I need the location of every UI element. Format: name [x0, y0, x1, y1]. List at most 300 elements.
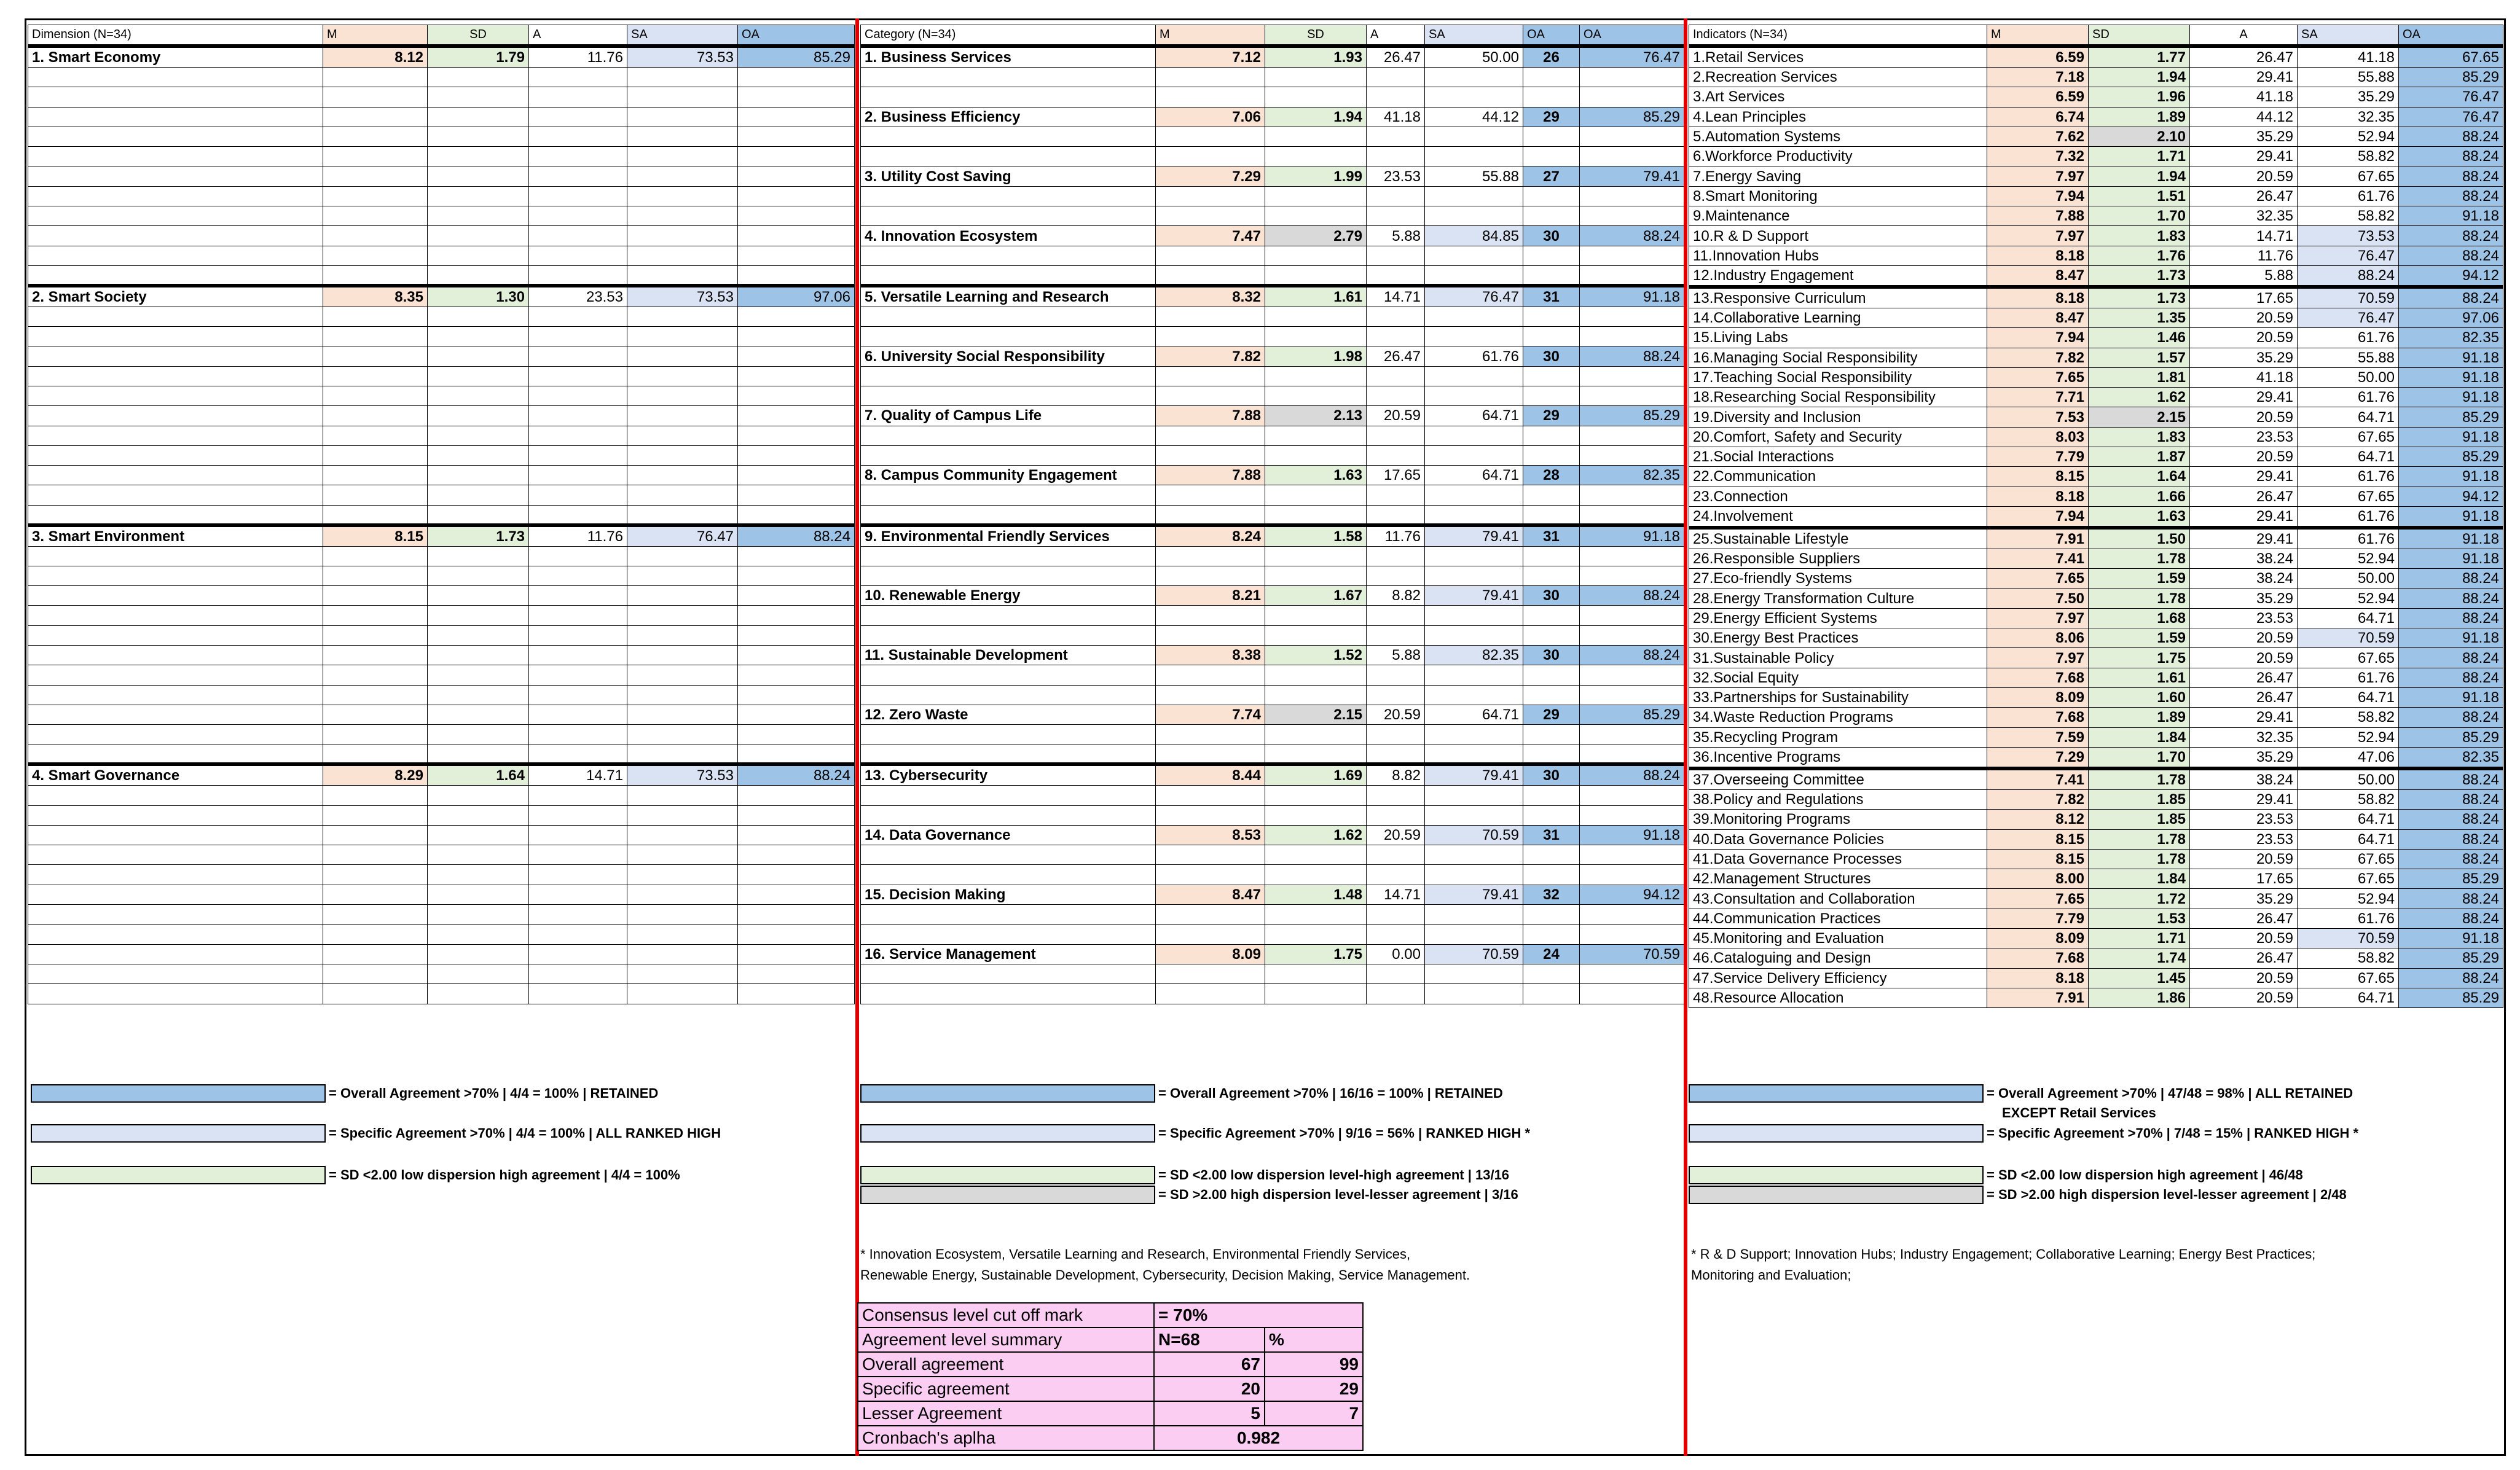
indicator-agree: 26.47	[2190, 487, 2298, 506]
indicator-strong-agree: 52.94	[2298, 727, 2399, 747]
empty-cell	[529, 466, 627, 485]
dimension-agree: 11.76	[529, 525, 627, 547]
table-row	[1689, 265, 2503, 287]
empty-cell	[1425, 865, 1523, 885]
empty-cell	[861, 426, 1156, 445]
col-header-a: A	[2190, 25, 2298, 47]
empty-cell	[1265, 685, 1367, 705]
empty-cell	[1523, 685, 1580, 705]
indicator-mean: 7.32	[1987, 147, 2089, 166]
indicator-sd: 1.59	[2089, 628, 2190, 648]
table-row	[1689, 206, 2503, 226]
table-row	[861, 845, 1684, 865]
footnote-indicator-line-2: Monitoring and Evaluation;	[1691, 1267, 1851, 1283]
empty-cell	[738, 685, 855, 705]
indicator-sd: 1.70	[2089, 206, 2190, 226]
empty-cell	[1580, 964, 1684, 983]
indicator-mean: 7.94	[1987, 506, 2089, 528]
empty-cell	[428, 745, 529, 764]
category-name: 7. Quality of Campus Life	[861, 406, 1156, 426]
empty-cell	[861, 984, 1156, 1004]
empty-cell	[28, 566, 323, 585]
empty-cell	[1580, 246, 1684, 265]
empty-cell	[1156, 745, 1265, 764]
indicator-agree: 38.24	[2190, 768, 2298, 790]
table-row	[28, 426, 855, 445]
category-mean: 7.47	[1156, 226, 1265, 246]
empty-cell	[1523, 366, 1580, 386]
empty-cell	[428, 725, 529, 745]
indicator-name: 14.Collaborative Learning	[1689, 308, 1987, 327]
dimension-mean: 8.29	[323, 764, 428, 786]
empty-cell	[323, 805, 428, 825]
category-mean: 7.88	[1156, 406, 1265, 426]
category-strong-agree: 50.00	[1425, 46, 1523, 68]
empty-cell	[428, 606, 529, 625]
empty-cell	[1425, 625, 1523, 645]
empty-cell	[738, 944, 855, 964]
legend-ind-sd-high: = SD >2.00 high dispersion level-lesser agreement | 2/48	[1987, 1187, 2347, 1202]
category-overall-count: 29	[1523, 705, 1580, 724]
category-agree: 8.82	[1367, 764, 1425, 786]
empty-cell	[1156, 485, 1265, 505]
category-name: 9. Environmental Friendly Services	[861, 525, 1156, 547]
table-row	[28, 68, 855, 87]
empty-cell	[1580, 845, 1684, 865]
empty-cell	[28, 68, 323, 87]
table-row	[28, 905, 855, 925]
empty-cell	[1156, 505, 1265, 525]
empty-cell	[529, 606, 627, 625]
empty-cell	[529, 586, 627, 606]
indicator-strong-agree: 67.65	[2298, 869, 2399, 889]
indicator-mean: 8.18	[1987, 287, 2089, 308]
category-name: 12. Zero Waste	[861, 705, 1156, 724]
indicator-agree: 38.24	[2190, 549, 2298, 568]
indicator-name: 9.Maintenance	[1689, 206, 1987, 226]
empty-cell	[627, 445, 738, 465]
category-overall-agree: 76.47	[1580, 46, 1684, 68]
empty-cell	[1425, 505, 1523, 525]
col-header-m: M	[1156, 25, 1265, 47]
indicator-overall-agree: 91.18	[2399, 388, 2503, 407]
indicator-mean: 7.79	[1987, 909, 2089, 928]
empty-cell	[861, 246, 1156, 265]
empty-cell	[1580, 426, 1684, 445]
table-row	[28, 206, 855, 226]
empty-cell	[323, 786, 428, 805]
table-row	[1689, 829, 2503, 849]
indicator-agree: 5.88	[2190, 265, 2298, 287]
col-header-a: A	[1367, 25, 1425, 47]
category-sd: 1.58	[1265, 525, 1367, 547]
empty-cell	[1265, 725, 1367, 745]
indicator-overall-agree: 82.35	[2399, 747, 2503, 768]
empty-cell	[1367, 865, 1425, 885]
empty-cell	[1580, 485, 1684, 505]
indicator-overall-agree: 91.18	[2399, 528, 2503, 549]
indicator-sd: 1.60	[2089, 688, 2190, 708]
indicator-strong-agree: 76.47	[2298, 246, 2399, 265]
indicator-sd: 2.15	[2089, 407, 2190, 427]
indicator-strong-agree: 67.65	[2298, 968, 2399, 988]
empty-cell	[428, 665, 529, 685]
empty-cell	[861, 206, 1156, 226]
legend-swatch-sd-low	[860, 1166, 1155, 1184]
empty-cell	[738, 845, 855, 865]
empty-cell	[1156, 327, 1265, 346]
indicator-mean: 7.97	[1987, 226, 2089, 246]
empty-cell	[627, 786, 738, 805]
table-row	[28, 546, 855, 566]
empty-cell	[28, 725, 323, 745]
category-agree: 23.53	[1367, 166, 1425, 186]
empty-cell	[738, 445, 855, 465]
indicator-strong-agree: 64.71	[2298, 608, 2399, 628]
empty-cell	[323, 505, 428, 525]
empty-cell	[428, 865, 529, 885]
empty-cell	[323, 944, 428, 964]
indicator-overall-agree: 88.24	[2399, 147, 2503, 166]
empty-cell	[1523, 327, 1580, 346]
empty-cell	[1523, 127, 1580, 146]
empty-cell	[428, 386, 529, 405]
empty-cell	[1580, 307, 1684, 326]
category-mean: 8.53	[1156, 825, 1265, 845]
empty-cell	[738, 466, 855, 485]
empty-cell	[627, 606, 738, 625]
empty-cell	[529, 166, 627, 186]
empty-cell	[1265, 186, 1367, 206]
table-row	[861, 665, 1684, 685]
empty-cell	[428, 646, 529, 665]
indicator-agree: 17.65	[2190, 287, 2298, 308]
empty-cell	[738, 925, 855, 944]
table-row	[861, 445, 1684, 465]
indicator-agree: 26.47	[2190, 909, 2298, 928]
indicator-name: 11.Innovation Hubs	[1689, 246, 1987, 265]
category-agree: 11.76	[1367, 525, 1425, 547]
indicator-strong-agree: 58.82	[2298, 708, 2399, 727]
table-row	[1689, 388, 2503, 407]
empty-cell	[1425, 327, 1523, 346]
empty-cell	[861, 265, 1156, 285]
category-overall-count: 24	[1523, 944, 1580, 964]
indicator-sd: 1.89	[2089, 107, 2190, 127]
empty-cell	[1425, 964, 1523, 983]
empty-cell	[1425, 445, 1523, 465]
empty-cell	[627, 546, 738, 566]
empty-cell	[323, 107, 428, 127]
empty-cell	[1523, 865, 1580, 885]
empty-cell	[1156, 725, 1265, 745]
table-header-row	[861, 25, 1684, 47]
empty-cell	[738, 825, 855, 845]
empty-cell	[1580, 147, 1684, 166]
col-header-indicators: Indicators (N=34)	[1689, 25, 1987, 47]
summary-percent: 99	[1265, 1352, 1363, 1377]
category-strong-agree: 64.71	[1425, 406, 1523, 426]
category-agree: 5.88	[1367, 226, 1425, 246]
category-overall-count: 31	[1523, 825, 1580, 845]
empty-cell	[529, 925, 627, 944]
indicator-agree: 23.53	[2190, 829, 2298, 849]
empty-cell	[323, 845, 428, 865]
indicator-name: 4.Lean Principles	[1689, 107, 1987, 127]
category-agree: 20.59	[1367, 825, 1425, 845]
empty-cell	[627, 346, 738, 366]
indicator-overall-agree: 91.18	[2399, 348, 2503, 367]
indicator-agree: 35.29	[2190, 889, 2298, 909]
category-sd: 1.63	[1265, 466, 1367, 485]
col-header-oa: OA	[2399, 25, 2503, 47]
empty-cell	[861, 625, 1156, 645]
empty-cell	[428, 964, 529, 983]
indicator-overall-agree: 88.24	[2399, 569, 2503, 588]
empty-cell	[323, 346, 428, 366]
empty-cell	[28, 246, 323, 265]
table-row	[1689, 467, 2503, 487]
indicator-name: 30.Energy Best Practices	[1689, 628, 1987, 648]
indicator-sd: 1.87	[2089, 447, 2190, 467]
category-sd: 1.69	[1265, 764, 1367, 786]
empty-cell	[738, 68, 855, 87]
indicator-strong-agree: 61.76	[2298, 506, 2399, 528]
category-overall-count: 30	[1523, 764, 1580, 786]
empty-cell	[1265, 786, 1367, 805]
indicator-agree: 35.29	[2190, 127, 2298, 146]
empty-cell	[428, 685, 529, 705]
empty-cell	[627, 426, 738, 445]
indicator-overall-agree: 97.06	[2399, 308, 2503, 327]
empty-cell	[529, 984, 627, 1004]
dimension-strong-agree: 73.53	[627, 764, 738, 786]
empty-cell	[1425, 925, 1523, 944]
table-row	[861, 346, 1684, 366]
category-overall-agree: 70.59	[1580, 944, 1684, 964]
dimension-sd: 1.64	[428, 764, 529, 786]
empty-cell	[28, 845, 323, 865]
empty-cell	[529, 646, 627, 665]
empty-cell	[1523, 445, 1580, 465]
empty-cell	[1523, 786, 1580, 805]
indicator-mean: 7.82	[1987, 789, 2089, 809]
category-agree: 41.18	[1367, 107, 1425, 127]
category-overall-agree: 88.24	[1580, 226, 1684, 246]
indicator-overall-agree: 88.24	[2399, 588, 2503, 608]
indicator-overall-agree: 88.24	[2399, 789, 2503, 809]
empty-cell	[1425, 905, 1523, 925]
indicator-strong-agree: 61.76	[2298, 328, 2399, 348]
indicator-name: 20.Comfort, Safety and Security	[1689, 427, 1987, 447]
empty-cell	[1367, 445, 1425, 465]
empty-cell	[1156, 566, 1265, 585]
table-row	[861, 646, 1684, 665]
indicator-strong-agree: 58.82	[2298, 948, 2399, 968]
empty-cell	[323, 646, 428, 665]
table-row	[28, 87, 855, 107]
indicator-name: 44.Communication Practices	[1689, 909, 1987, 928]
indicator-strong-agree: 52.94	[2298, 889, 2399, 909]
category-sd: 1.62	[1265, 825, 1367, 845]
indicator-name: 27.Eco-friendly Systems	[1689, 569, 1987, 588]
category-sd: 2.79	[1265, 226, 1367, 246]
empty-cell	[1265, 984, 1367, 1004]
indicator-strong-agree: 61.76	[2298, 388, 2399, 407]
empty-cell	[1367, 905, 1425, 925]
indicator-agree: 41.18	[2190, 367, 2298, 387]
table-row	[1689, 528, 2503, 549]
empty-cell	[627, 366, 738, 386]
category-sd: 1.99	[1265, 166, 1367, 186]
empty-cell	[323, 206, 428, 226]
indicator-strong-agree: 73.53	[2298, 226, 2399, 246]
empty-cell	[323, 327, 428, 346]
empty-cell	[323, 625, 428, 645]
empty-cell	[1265, 665, 1367, 685]
col-header-dimension: Dimension (N=34)	[28, 25, 323, 47]
category-overall-count: 30	[1523, 586, 1580, 606]
table-row	[1689, 968, 2503, 988]
empty-cell	[529, 505, 627, 525]
indicator-name: 38.Policy and Regulations	[1689, 789, 1987, 809]
category-name: 11. Sustainable Development	[861, 646, 1156, 665]
empty-cell	[323, 127, 428, 146]
empty-cell	[627, 725, 738, 745]
empty-cell	[861, 307, 1156, 326]
table-row	[861, 366, 1684, 386]
empty-cell	[1265, 865, 1367, 885]
indicator-agree: 29.41	[2190, 467, 2298, 487]
indicator-mean: 8.18	[1987, 246, 2089, 265]
indicator-overall-agree: 82.35	[2399, 328, 2503, 348]
table-row	[28, 466, 855, 485]
indicator-sd: 1.81	[2089, 367, 2190, 387]
empty-cell	[28, 166, 323, 186]
empty-cell	[738, 885, 855, 904]
empty-cell	[1265, 87, 1367, 107]
empty-cell	[1156, 246, 1265, 265]
indicator-strong-agree: 35.29	[2298, 87, 2399, 107]
indicator-mean: 8.15	[1987, 467, 2089, 487]
empty-cell	[1367, 426, 1425, 445]
category-agree: 5.88	[1367, 646, 1425, 665]
empty-cell	[738, 206, 855, 226]
category-overall-count: 29	[1523, 406, 1580, 426]
empty-cell	[1523, 665, 1580, 685]
summary-label: Cronbach's aplha	[858, 1426, 1154, 1450]
indicator-overall-agree: 88.24	[2399, 708, 2503, 727]
table-row	[28, 865, 855, 885]
col-header-sa: SA	[627, 25, 738, 47]
category-name: 15. Decision Making	[861, 885, 1156, 904]
empty-cell	[1523, 147, 1580, 166]
empty-cell	[28, 265, 323, 285]
empty-cell	[1425, 246, 1523, 265]
dimension-mean: 8.15	[323, 525, 428, 547]
empty-cell	[323, 925, 428, 944]
empty-cell	[529, 725, 627, 745]
empty-cell	[738, 805, 855, 825]
indicator-overall-agree: 88.24	[2399, 810, 2503, 829]
indicator-sd: 1.35	[2089, 308, 2190, 327]
table-row	[1689, 569, 2503, 588]
indicator-mean: 7.91	[1987, 988, 2089, 1007]
category-agree: 20.59	[1367, 406, 1425, 426]
indicator-sd: 1.72	[2089, 889, 2190, 909]
empty-cell	[627, 466, 738, 485]
empty-cell	[1523, 745, 1580, 764]
empty-cell	[428, 127, 529, 146]
indicator-name: 23.Connection	[1689, 487, 1987, 506]
indicator-name: 31.Sustainable Policy	[1689, 648, 1987, 668]
empty-cell	[1425, 366, 1523, 386]
category-overall-agree: 91.18	[1580, 825, 1684, 845]
indicator-agree: 32.35	[2190, 727, 2298, 747]
indicator-agree: 26.47	[2190, 688, 2298, 708]
category-mean: 8.44	[1156, 764, 1265, 786]
empty-cell	[323, 606, 428, 625]
empty-cell	[1265, 426, 1367, 445]
empty-cell	[1580, 265, 1684, 285]
table-row	[861, 725, 1684, 745]
indicator-overall-agree: 88.24	[2399, 849, 2503, 869]
indicator-agree: 23.53	[2190, 608, 2298, 628]
col-header-m: M	[323, 25, 428, 47]
dimension-overall-agree: 88.24	[738, 764, 855, 786]
empty-cell	[529, 805, 627, 825]
table-row	[861, 964, 1684, 983]
empty-cell	[1523, 925, 1580, 944]
table-row	[28, 166, 855, 186]
empty-cell	[323, 466, 428, 485]
table-row	[1689, 127, 2503, 146]
empty-cell	[861, 505, 1156, 525]
red-divider-left	[855, 18, 859, 1456]
table-row	[861, 286, 1684, 307]
empty-cell	[861, 87, 1156, 107]
table-row	[861, 865, 1684, 885]
category-overall-count: 28	[1523, 466, 1580, 485]
summary-count: 5	[1154, 1401, 1265, 1426]
col-header-sd: SD	[2089, 25, 2190, 47]
summary-value: 0.982	[1154, 1426, 1363, 1450]
indicator-name: 40.Data Governance Policies	[1689, 829, 1987, 849]
empty-cell	[627, 984, 738, 1004]
indicator-name: 25.Sustainable Lifestyle	[1689, 528, 1987, 549]
empty-cell	[738, 586, 855, 606]
table-row	[861, 505, 1684, 525]
table-row	[861, 685, 1684, 705]
indicator-name: 32.Social Equity	[1689, 668, 1987, 687]
summary-row	[858, 1303, 1363, 1327]
empty-cell	[627, 646, 738, 665]
table-row	[28, 825, 855, 845]
table-row	[861, 327, 1684, 346]
empty-cell	[529, 265, 627, 285]
empty-cell	[627, 186, 738, 206]
table-row	[28, 745, 855, 764]
empty-cell	[428, 265, 529, 285]
empty-cell	[738, 346, 855, 366]
empty-cell	[738, 246, 855, 265]
indicator-strong-agree: 55.88	[2298, 68, 2399, 87]
indicator-strong-agree: 50.00	[2298, 367, 2399, 387]
empty-cell	[428, 426, 529, 445]
indicator-agree: 20.59	[2190, 447, 2298, 467]
empty-cell	[738, 566, 855, 585]
indicator-agree: 20.59	[2190, 308, 2298, 327]
